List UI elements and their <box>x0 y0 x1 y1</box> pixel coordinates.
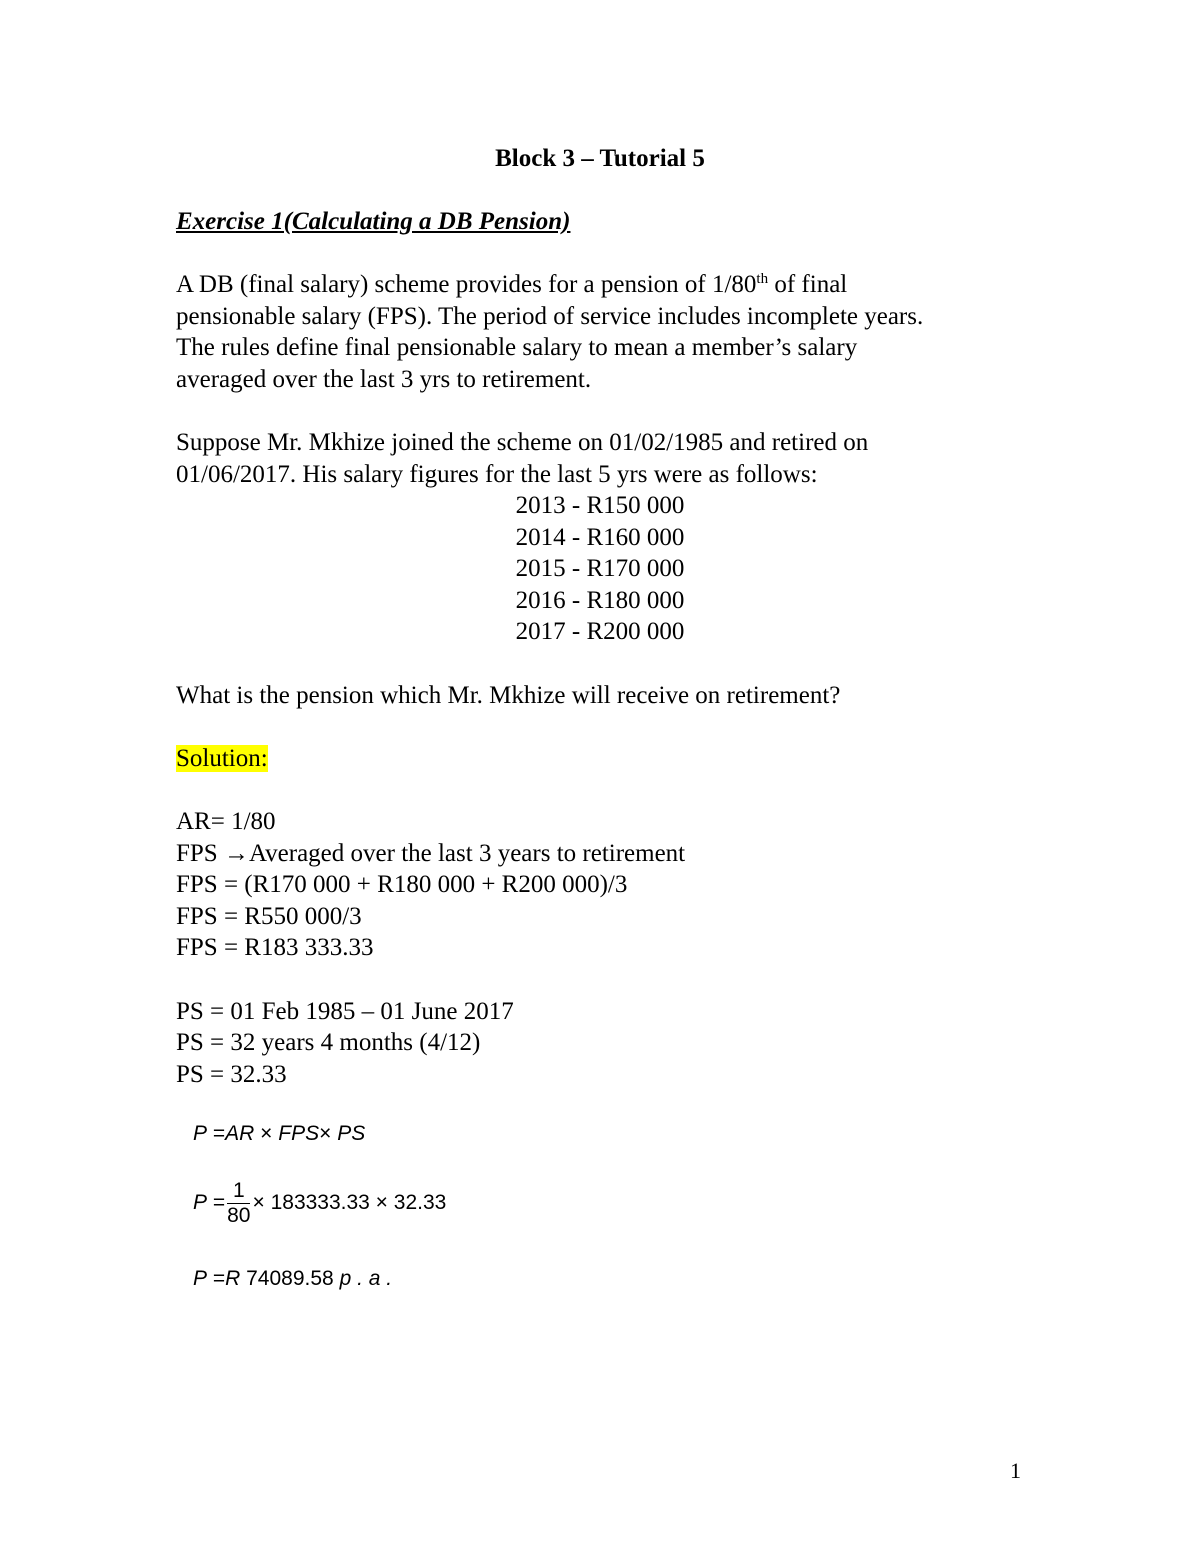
solution-line: FPS = R550 000/3 <box>176 903 362 930</box>
solution-highlight: Solution: <box>176 745 268 772</box>
ps-line: PS = 01 Feb 1985 – 01 June 2017 <box>176 998 514 1025</box>
intro-line-2: pensionable salary (FPS). The period of service includes incomplete years. <box>176 303 924 330</box>
solution-line: FPS →Averaged over the last 3 years to retirement <box>176 840 686 867</box>
intro-line-1: A DB (final salary) scheme provides for a pension of 1/80th of final <box>176 271 848 298</box>
solution-line: AR= 1/80 <box>176 808 276 835</box>
salary-item: 2014 - R160 000 <box>515 524 685 551</box>
page-number: 1 <box>1010 1458 1021 1483</box>
scenario-line-2: 01/06/2017. His salary figures for the last 5 yrs were as follows: <box>176 461 818 488</box>
salary-item: 2015 - R170 000 <box>515 555 685 582</box>
exercise-heading: Exercise 1(Calculating a DB Pension) <box>176 208 571 235</box>
formula-substituted: P = $\frac{1}{80}$ × 183333.33 × 32.33 <box>193 1179 447 1227</box>
salary-item: 2017 - R200 000 <box>515 618 685 645</box>
ps-line: PS = 32 years 4 months (4/12) <box>176 1029 481 1056</box>
salary-item: 2013 - R150 000 <box>515 492 685 519</box>
solution-line: FPS = R183 333.33 <box>176 934 374 961</box>
formula-result: P =R 74089.58 p . a . <box>193 1267 393 1290</box>
intro-line-3: The rules define final pensionable salary to mean a member’s salary <box>176 334 858 361</box>
formula-general: P =AR × FPS× PS <box>193 1122 366 1145</box>
fraction-one-eightieth: $\frac{1}{80}$ <box>227 1179 251 1227</box>
intro-line-4: averaged over the last 3 yrs to retirement. <box>176 366 592 393</box>
question-text: What is the pension which Mr. Mkhize will receive on retirement? <box>176 682 841 709</box>
solution-label <box>176 744 268 774</box>
ps-line: PS = 32.33 <box>176 1061 287 1088</box>
salary-item: 2016 - R180 000 <box>515 587 685 614</box>
scenario-line-1: Suppose Mr. Mkhize joined the scheme on 01/02/1985 and retired on <box>176 429 869 456</box>
superscript-th: th <box>756 271 769 287</box>
solution-line: FPS = (R170 000 + R180 000 + R200 000)/3 <box>176 871 628 898</box>
page-title: Block 3 – Tutorial 5 <box>495 145 705 172</box>
